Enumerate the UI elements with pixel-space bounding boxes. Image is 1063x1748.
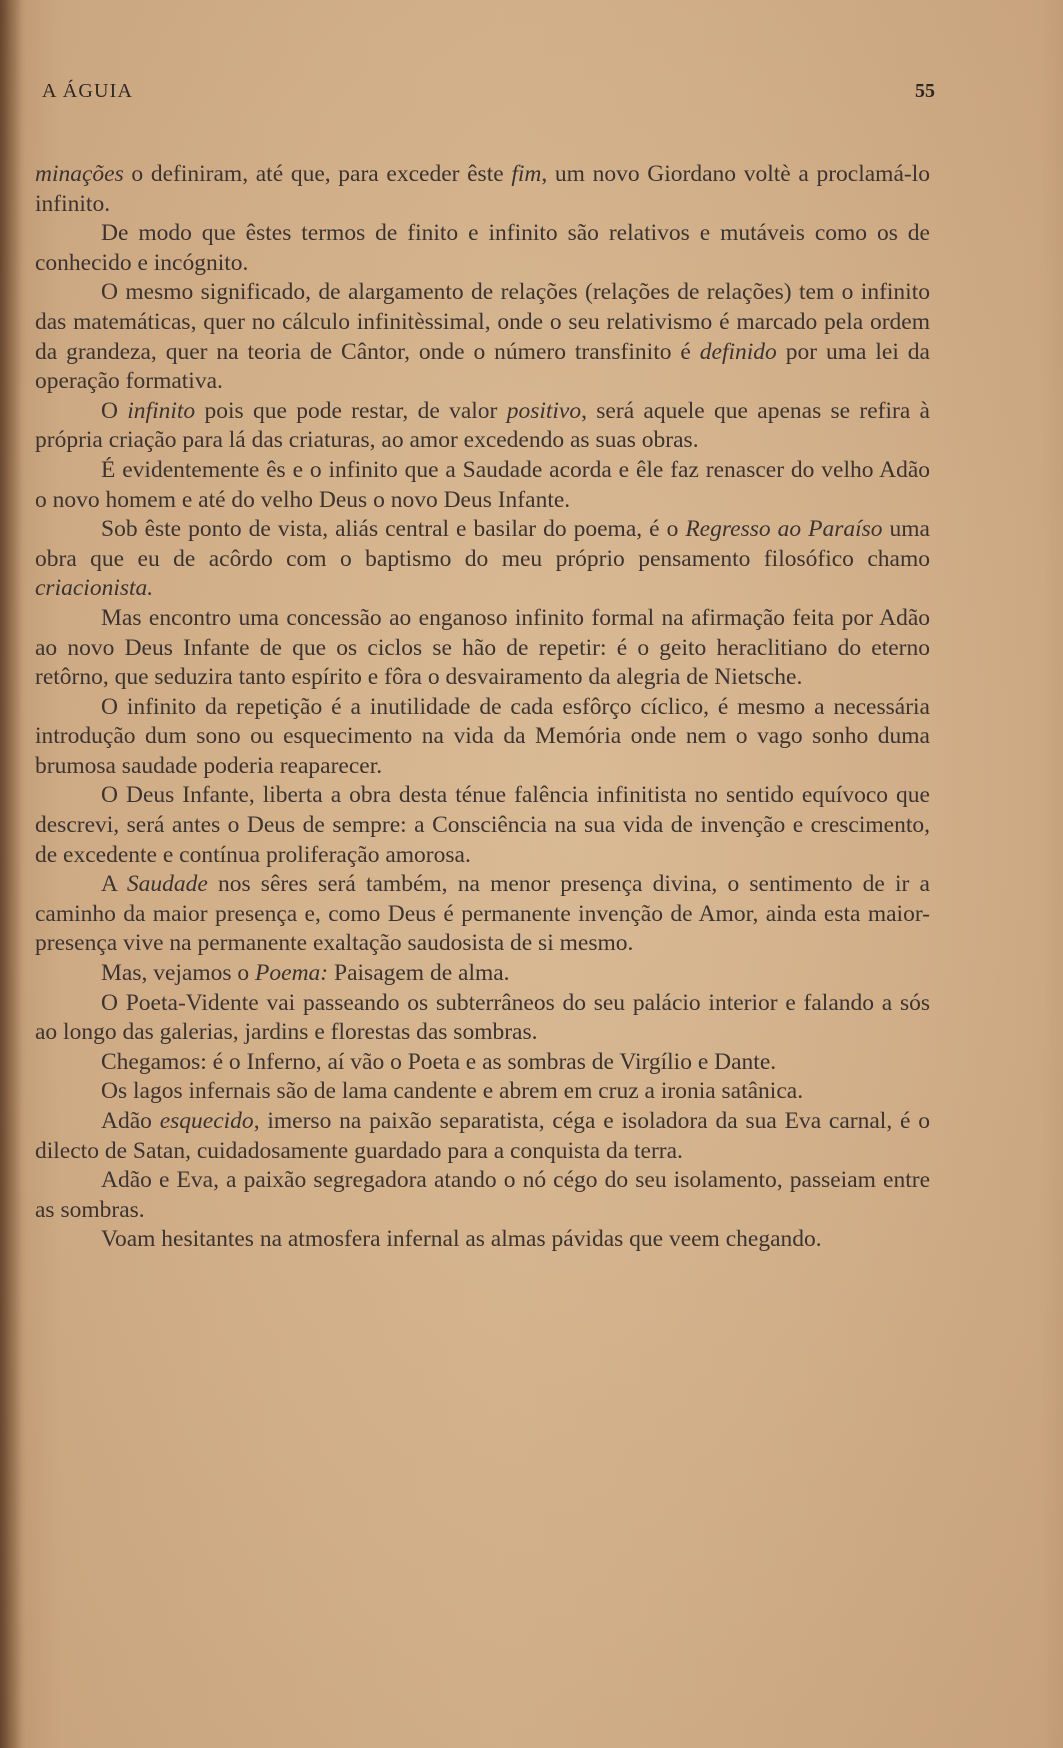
text-segment: O [101, 397, 128, 424]
text-segment: por uma lei da operação formativa. [35, 338, 930, 395]
paragraph [35, 160, 930, 219]
paragraph [35, 989, 930, 1048]
italic-text: Poema: [255, 960, 329, 987]
paragraph [35, 456, 930, 515]
text-segment: , um novo Giordano voltè a proclamá-lo infinito. [35, 161, 930, 217]
italic-text: Regresso ao Paraíso [685, 516, 883, 543]
text-segment: o definiram, até que, para exceder êste [123, 161, 512, 187]
paragraph [35, 1077, 930, 1107]
paragraph [35, 781, 930, 870]
paragraph [35, 219, 930, 278]
page-number: 55 [915, 80, 935, 102]
text-segment: uma obra que eu de acôrdo com o baptismo do meu próprio pensamento filosófico chamo [35, 516, 930, 572]
text-segment: O Deus Infante, liberta a obra desta ténue falência infinitista no sentido equívoco que descrevi, será antes o Deus de sempre: a Consciência na sua vida de invenção e crescimento, de excedente e contínua proliferação amorosa. [35, 782, 930, 868]
text-segment: De modo que êstes termos de finito e infinito são relativos e mutáveis como os de conhecido e incógnito. [35, 220, 930, 276]
text-segment: A [101, 871, 127, 898]
paragraph [35, 1048, 930, 1078]
text-segment: O Poeta-Vidente vai passeando os subterrâneos do seu palácio interior e falando a sós ao longo das galerias, jardins e florestas das sombras. [35, 989, 930, 1046]
text-segment: Paisagem de alma. [328, 960, 510, 987]
text-segment: , será aquele que apenas se refira à própria criação para lá das criaturas, ao amor excedendo as suas obras. [35, 397, 930, 454]
italic-text: infinito [127, 397, 196, 424]
paragraph [35, 397, 930, 456]
text-segment: O mesmo significado, de alargamento de relações (relações de relações) tem o infinito das matemáticas, quer no cálculo infinitèssimal, onde o seu relativismo é marcado pela ordem da grandeza, quer na teoria de Cântor, onde o número transfinito é [35, 279, 930, 365]
paragraph [35, 1166, 930, 1225]
italic-text: positivo [506, 397, 582, 424]
text-segment: Os lagos infernais são de lama candente e abrem em cruz a ironia satânica. [101, 1078, 804, 1105]
page-header [42, 80, 935, 110]
paragraph [35, 1225, 930, 1255]
text-segment: Voam hesitantes na atmosfera infernal as almas pávidas que veem chegando. [101, 1226, 822, 1253]
paragraph [35, 515, 930, 604]
italic-text: criacionista. [35, 575, 154, 602]
text-segment: É evidentemente ês e o infinito que a Saudade acorda e êle faz renascer do velho Adão o novo homem e até do velho Deus o novo Deus Infante. [35, 456, 930, 513]
text-segment: Adão [101, 1108, 160, 1134]
italic-text: definido [699, 338, 777, 365]
running-title: A ÁGUIA [42, 80, 134, 102]
italic-text: minações [35, 161, 124, 187]
text-segment: O infinito da repetição é a inutilidade de cada esfôrço cíclico, é mesmo a necessária introdução dum sono ou esquecimento na vida da Memória onde nem o vago sonho duma brumosa saudade poderia reaparecer. [35, 693, 930, 779]
body-text [35, 160, 930, 1255]
italic-text: esquecido [159, 1108, 254, 1134]
paragraph [35, 693, 930, 782]
text-segment: Sob êste ponto de vista, aliás central e basilar do poema, é o [101, 516, 686, 543]
italic-text: fim [511, 161, 542, 187]
text-segment: Mas, vejamos o [101, 960, 256, 987]
text-segment: Chegamos: é o Inferno, aí vão o Poeta e as sombras de Virgílio e Dante. [101, 1048, 777, 1075]
text-segment: nos sêres será também, na menor presença divina, o sentimento de ir a caminho da maior presença e, como Deus é permanente invenção de Amor, ainda esta maior-presença vive na permanente exaltação saudosista de si mesmo. [35, 871, 930, 957]
text-segment: pois que pode restar, de valor [195, 397, 507, 424]
text-segment: Adão e Eva, a paixão segregadora atando o nó cégo do seu isolamento, passeiam entre as sombras. [35, 1167, 930, 1223]
text-segment: Mas encontro uma concessão ao enganoso infinito formal na afirmação feita por Adão ao novo Deus Infante de que os ciclos se hão de repetir: é o geito heraclitiano do eterno retôrno, que seduzira tanto espírito e fôra o desvairamento da alegria de Nietsche. [35, 604, 930, 691]
paragraph [35, 604, 930, 693]
paragraph [35, 278, 930, 396]
paragraph [35, 1107, 930, 1166]
italic-text: Saudade [126, 871, 208, 898]
text-segment: , imerso na paixão separatista, céga e isoladora da sua Eva carnal, é o dilecto de Satan, cuidadosamente guardado para a conquista da terra. [35, 1108, 931, 1164]
paragraph [35, 959, 930, 989]
paragraph [35, 870, 930, 959]
